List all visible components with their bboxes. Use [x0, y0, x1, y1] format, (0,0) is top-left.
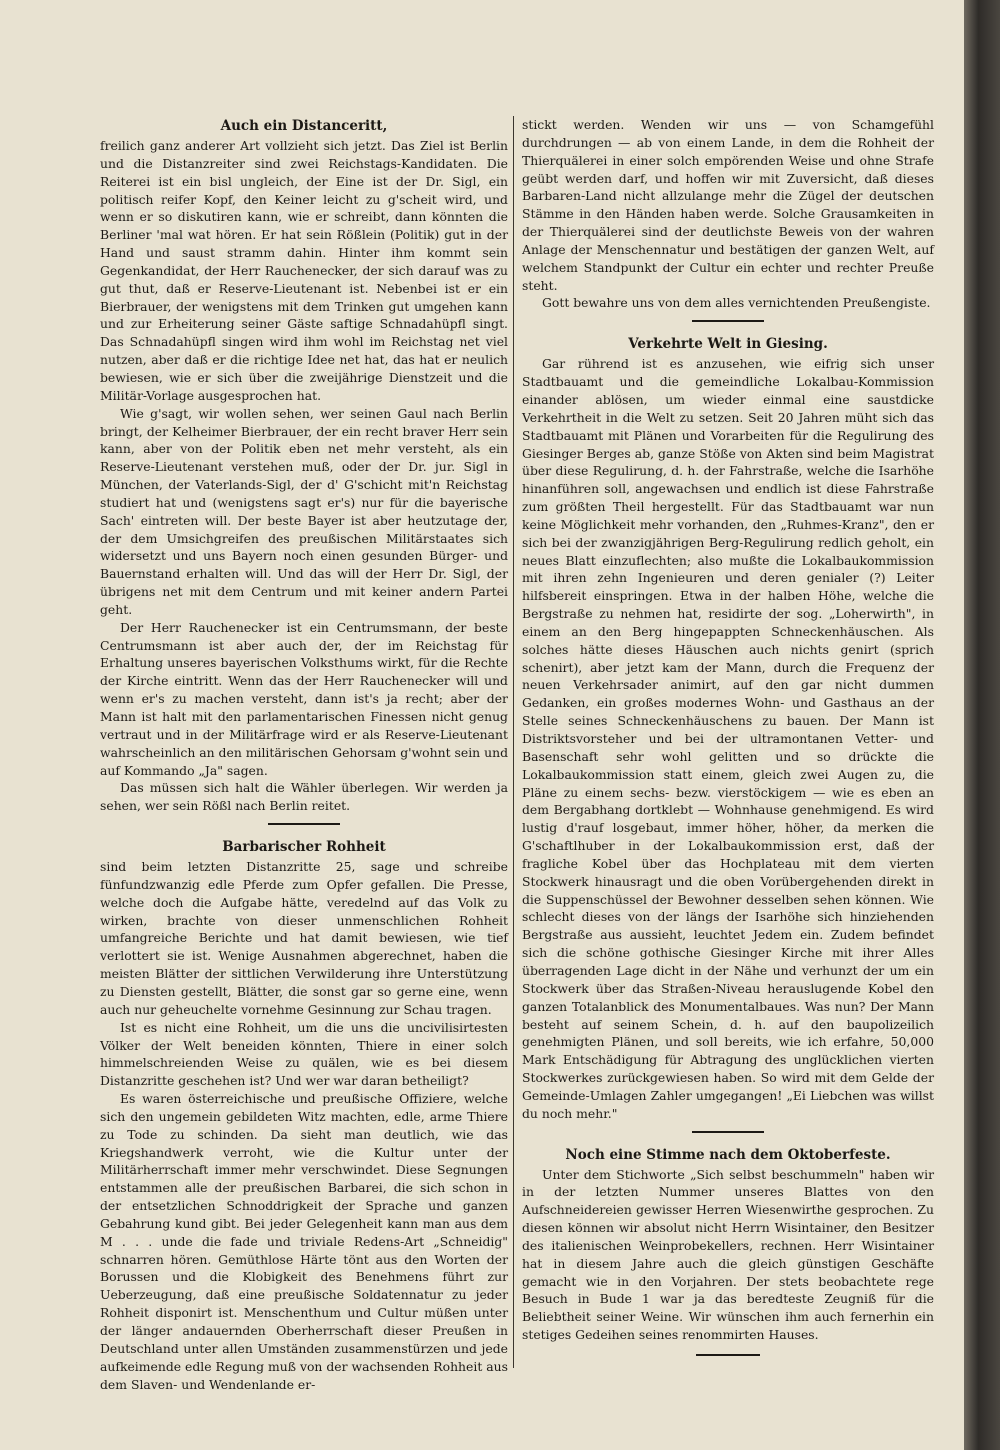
article-paragraph: Gar rührend ist es anzusehen, wie eifrig sich unser Stadtbauamt und die gemeindliche Lokalbau-Kommission einander ablösen, um wieder einmal eine saustdicke Verkehrtheit in die Welt zu setzen. Seit 20 Jahren müht sich das Stadtbauamt mit Plänen und Vorarbeiten für die Regulirung des Giesinger Berges ab, ganze Stöße von Akten sind beim Magistrat über diese Regulirung, d. h. der Fahrstraße, welche die Isarhöhe hinanführen soll, angewachsen und endlich ist diese Fahrstraße zum größten Theil hergestellt. Für das Stadtbauamt war nun keine Möglichkeit mehr vorhanden, den „Ruhmes-Kranz", den er sich bei der zwanzigjährigen Berg-Regulirung redlich geholt, ein neues Blatt einzuflechten; also mußte die Lokalbaukommission mit ihren zehn Ingenieuren und deren genialer (?) Leiter hilfsbereit einspringen. Etwa in der halben Höhe, welche die Bergstraße zu nehmen hat, residirte der sog. „Loherwirth", in einem an den Berg hingepappten Schneckenhäuschen. Als solches hätte dieses Häuschen auch nichts genirt (sprich schenirt), aber jetzt kam der Mann, durch die Frequenz der neuen Verkehrsader animirt, auf den gar nicht dummen Gedanken, ein großes modernes Wohn- und Gasthaus an der Stelle seines Schneckenhäuschens zu bauen. Der Mann ist Distriktsvorsteher und bei der ultramontanen Vetter- und Basenschaft sehr wohl gelitten und so drückte die Lokalbaukommission statt einem, gleich zwei Augen zu, die Pläne zu einem sechs- bezw. vierstöckigem — wie es eben an dem Bergabhang dortklebt — Wohnhause genehmigend. Es wird lustig d'rauf losgebaut, immer höher, höher, da merken die G'schaftlhuber in der Lokalbaukommission erst, daß der fragliche Kobel über das Hochplateau mit dem vierten Stockwerk hinausragt und die oben Vorübergehenden direkt in die Suppenschüssel der Bewohner desselben sehen können. Wie schlecht dieses von der längs der Isarhöhe sich hinziehenden Bergstraße aus aussieht, leuchtet Jedem ein. Zudem befindet sich die schöne gothische Giesinger Kirche mit ihrer Alles überragenden Lage dicht in der Nähe und verhunzt der um ein Stockwerk über das Straßen-Niveau herauslugende Kobel den ganzen Totalanblick des Monumentalbaues. Was nun? Der Mann besteht auf seinem Schein, d. h. auf den baupolizeilich genehmigten Plänen, und soll bereits, wie ich erfahre, 50,000 Mark Entschädigung für Abtragung des unglücklichen vierten Stockwerkes zurückgewiesen haben. So wird mit dem Gelde der Gemeinde-Umlagen Zahler umgegangen! „Ei Liebchen was willst du noch mehr." — [522, 356, 934, 1121]
article-title-oktoberfest: Noch eine Stimme nach dem Oktoberfeste. — [565, 1146, 891, 1163]
article-paragraph: Der Herr Rauchenecker ist ein Centrumsmann, der beste Centrumsmann ist aber auch der, der im Reichstag für Erhaltung unseres bayerischen Volksthums wirkt, für die Rechte der Kirche eintritt. Wenn das der Herr Rauchenecker will und wenn er's zu machen versteht, dann ist's ja recht; aber der Mann ist halt mit den parlamentarischen Finessen nicht genug vertraut und in der Militärfrage wird er als Reserve-Lieutenant wahrscheinlich an den militärischen Gehorsam g'wohnt sein und auf Kommando „Ja" sagen. — [100, 619, 508, 778]
article-paragraph: stickt werden. Wenden wir uns — von Schamgefühl durchdrungen — ab von einem Lande, in dem die Rohheit der Thierquälerei in einer solch empörenden Weise und ohne Strafe geübt werden darf, und hoffen wir mit Zuversicht, daß dieses Barbaren-Land nicht allzulange mehr die Zügel der deutschen Stämme in den Händen haben werde. Solche Grausamkeiten in der Thierquälerei sind der deutlichste Beweis von der wahren Anlage der Menschennatur und bestätigen der ganzen Welt, auf welchem Standpunkt der Cultur ein echter und rechter Preuße steht. — [522, 117, 934, 293]
article-paragraph: Das müssen sich halt die Wähler überlegen. Wir werden ja sehen, wer sein Rößl nach Berlin reitet. — [100, 780, 508, 814]
article-paragraph: freilich ganz anderer Art vollzieht sich jetzt. Das Ziel ist Berlin und die Distanzreiter sind zwei Reichstags-Kandidaten. Die Reiterei ist ein bisl ungleich, der Eine ist der Dr. Sigl, ein politisch reifer Kopf, den Keiner leicht zu g'scheit wird, und wenn er so diskutiren kann, wie er schreibt, dann könnten die Berliner 'mal wat hören. Er hat sein Rößlein (Politik) gut in der Hand und saust stramm dahin. Hinter ihm kommt sein Gegenkandidat, der Herr Rauchenecker, der sich darauf was zu gut thut, daß er Reserve-Lieutenant ist. Nebenbei ist er ein Bierbrauer, der wenigstens mit dem Trinken gut umgehen kann und zur Erheiterung seiner Gäste saftige Schnadahüpfl singt. Das Schnadahüpfl singen wird ihm wohl im Reichstag net viel nutzen, aber daß er die richtige Idee net hat, das hat er neulich bewiesen, wie er sich über die zweijährige Dienstzeit und die Militär-Vorlage ausgesprochen hat. — [100, 138, 508, 403]
article-separator — [268, 823, 340, 825]
article-separator — [692, 320, 764, 322]
article-paragraph: Unter dem Stichworte „Sich selbst beschummeln" haben wir in der letzten Nummer unseres Blattes von den Aufschneidereien gewisser Herren Wiesenwirthe gesprochen. Zu diesen können wir absolut nicht Herrn Wisintainer, den Besitzer des italienischen Weinprobekellers, rechnen. Herr Wisintainer hat in diesem Jahre auch die gleich günstigen Geschäfte gemacht wie in den Vorjahren. Der stets beobachtete rege Besuch in Bude 1 war ja das beredteste Zeugniß für die Beliebtheit seiner Weine. Wir wünschen ihm auch fernerhin ein stetiges Gedeihen seines renommirten Hauses. — [522, 1166, 934, 1343]
article-paragraph: Gott bewahre uns von dem alles vernichtenden Preußengiste. — [542, 295, 931, 311]
article-title-rohheit: Barbarischer Rohheit — [222, 839, 386, 856]
article-title-giesing: Verkehrte Welt in Giesing. — [628, 336, 828, 353]
article-paragraph: sind beim letzten Distanzritte 25, sage und schreibe fünfundzwanzig edle Pferde zum Opfer gefallen. Die Presse, welche doch die Aufgabe hätte, veredelnd auf das Volk zu wirken, brachte von dieser unmenschlichen Rohheit umfangreiche Berichte und hat damit bewiesen, wie tief verlottert sie ist. Wenige Ausnahmen abgerechnet, haben die meisten Blätter der sittlichen Verwilderung ihre Unterstützung zu Diensten gestellt, Blätter, die sonst gar so gerne eine, wenn auch nur geheuchelte vornehme Gesinnung zur Schau tragen. — [100, 859, 508, 1017]
article-title-distanceritt: Auch ein Distanceritt, — [220, 118, 388, 134]
article-paragraph: Ist es nicht eine Rohheit, um die uns die uncivilisirtesten Völker der Welt beneiden könnten, Thiere in einer solch himmelschreienden Weise zu quälen, wie es bei diesem Distanzritte geschehen ist? Und wer war daran betheiligt? — [100, 1019, 508, 1089]
page-edge-shadow — [964, 0, 1000, 1450]
right-column — [522, 116, 934, 1364]
article-paragraph: Es waren österreichische und preußische Offiziere, welche sich den ungemein gebildeten Witz machten, edle, arme Thiere zu Tode zu schinden. Da sieht man deutlich, wie das Kriegshandwerk verroht, wie die Kultur unter der Militärherrschaft immer mehr verschwindet. Diese Segnungen entstammen alle der preußischen Barbarei, die sich schon in der entsetzlichen Schnoddrigkeit der Sprache und ganzen Gebahrung kund gibt. Bei jeder Gelegenheit kann man aus dem M . . . unde die fade und triviale Redens-Art „Schneidig" schnarren hören. Gemüthlose Härte tönt aus den Worten der Borussen und die Klobigkeit des Benehmens führt zur Ueberzeugung, daß eine preußische Soldatennatur zu jeder Rohheit disponirt ist. Menschenthum und Cultur müßen unter der länger andauernden Oberherrschaft dieser Preußen in Deutschland unter allen Umständen zusammenstürzen und jede aufkeimende edle Regung muß von der wachsenden Rohheit aus dem Slaven- und Wendenlande er- — [100, 1091, 508, 1392]
left-column — [100, 116, 508, 1393]
column-divider — [513, 116, 514, 1368]
article-paragraph: Wie g'sagt, wir wollen sehen, wer seinen Gaul nach Berlin bringt, der Kelheimer Bierbrauer, der ein recht braver Herr sein kann, aber von der Politik eben net mehr versteht, als ein Reserve-Lieutenant verstehen muß, oder der Dr. jur. Sigl in München, der Vaterlands-Sigl, der d' G'schicht mit'n Reichstag studiert hat und (wenigstens sagt er's) nur für die bayerische Sach' eintreten will. Der beste Bayer ist aber heutzutage der, der dem Umsichgreifen des preußischen Militärstaates sich widersetzt und uns Bayern noch einen gesunden Bürger- und Bauernstand erhalten will. Und das will der Herr Dr. Sigl, der übrigens net mit dem Centrum und mit keiner andern Partei geht. — [100, 405, 508, 617]
article-separator — [692, 1131, 764, 1133]
article-separator — [696, 1354, 760, 1356]
